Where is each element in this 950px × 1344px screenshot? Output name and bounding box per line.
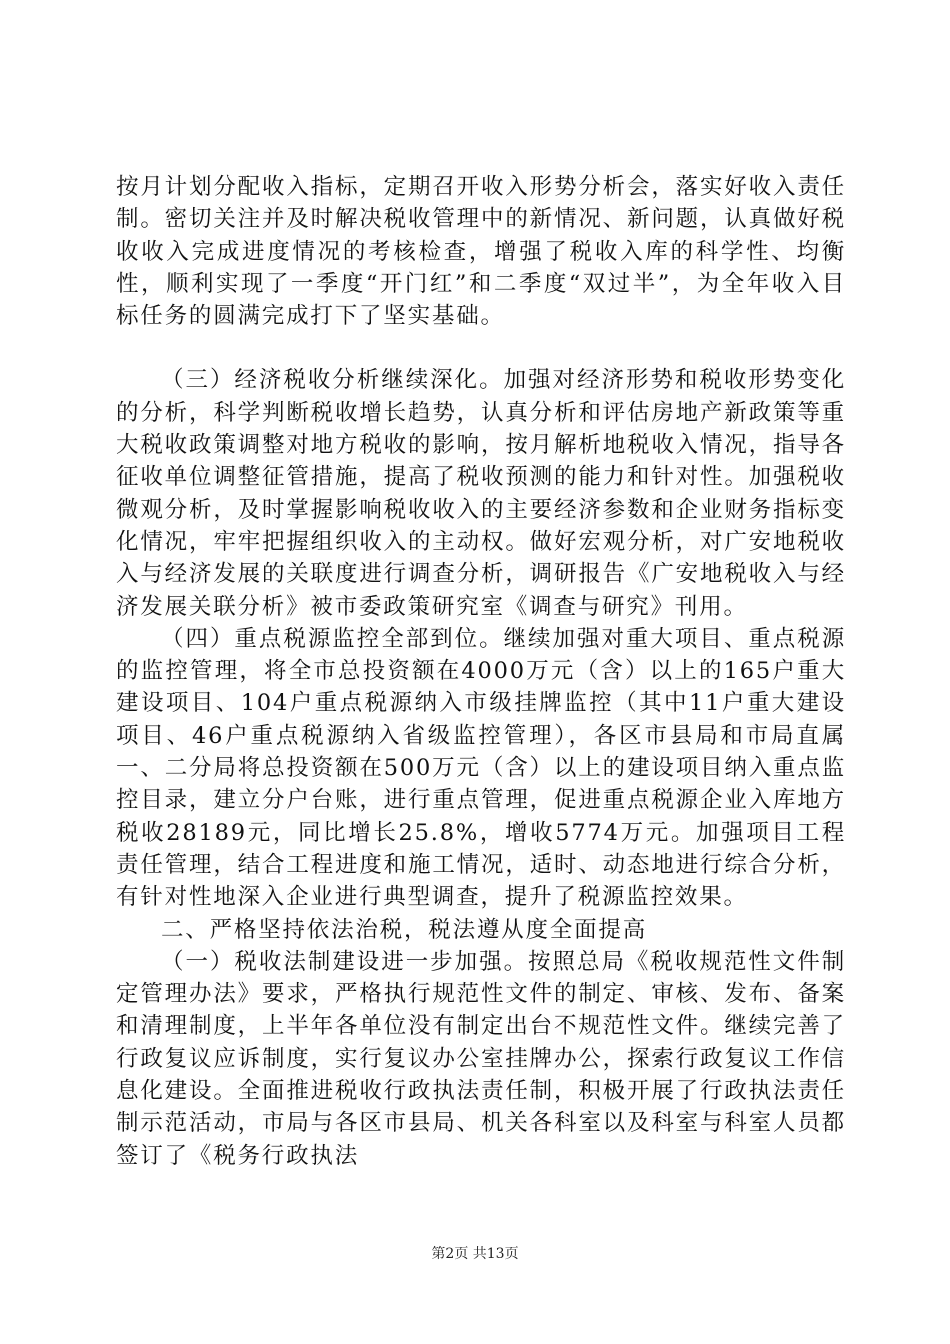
paragraph-gap [116,332,846,364]
paragraph-key-tax-source-monitoring: （四）重点税源监控全部到位。继续加强对重大项目、重点税源的监控管理，将全市总投资额在4000万元（含）以上的165户重大建设项目、104户重点税源纳入市级挂牌监控（其中11户重大建设项目、46户重点税源纳入省级监控管理），各区市县局和市局直属一、二分局将总投资额在500万元（含）以上的建设项目纳入重点监控目录，建立分户台账，进行重点管理，促进重点税源企业入库地方税收28189元，同比增长25.8%，增收5774万元。加强项目工程责任管理，结合工程进度和施工情况，适时、动态地进行综合分析，有针对性地深入企业进行典型调查，提升了税源监控效果。 [116,625,846,911]
page-number-footer: 第2页 共13页 [431,1246,519,1262]
section-heading-rule-of-law: 二、严格坚持依法治税，税法遵从度全面提高 [161,916,648,943]
paragraph-income-responsibility: 按月计划分配收入指标，定期召开收入形势分析会，落实好收入责任制。密切关注并及时解决税收管理中的新情况、新问题，认真做好税收收入完成进度情况的考核检查，增强了税收入库的科学性、均衡性，顺利实现了一季度“开门红”和二季度“双过半”，为全年收入目标任务的圆满完成打下了坚实基础。 [116,174,846,330]
document-body [116,171,846,1172]
paragraph-economic-tax-analysis: （三）经济税收分析继续深化。加强对经济形势和税收形势变化的分析，科学判断税收增长趋势，认真分析和评估房地产新政策等重大税收政策调整对地方税收的影响，按月解析地税收入情况，指导各征收单位调整征管措施，提高了税收预测的能力和针对性。加强税收微观分析，及时掌握影响税收收入的主要经济参数和企业财务指标变化情况，牢牢把握组织收入的主动权。做好宏观分析，对广安地税收入与经济发展的关联度进行调查分析，调研报告《广安地税收入与经济发展关联分析》被市委政策研究室《调查与研究》刊用。 [116,367,846,620]
paragraph-tax-legal-system: （一）税收法制建设进一步加强。按照总局《税收规范性文件制定管理办法》要求，严格执行规范性文件的制定、审核、发布、备案和清理制度，上半年各单位没有制定出台不规范性文件。继续完善了行政复议应诉制度，实行复议办公室挂牌办公，探索行政复议工作信息化建设。全面推进税收行政执法责任制，积极开展了行政执法责任制示范活动，市局与各区市县局、机关各科室以及科室与科室人员都签订了《税务行政执法 [116,948,846,1169]
